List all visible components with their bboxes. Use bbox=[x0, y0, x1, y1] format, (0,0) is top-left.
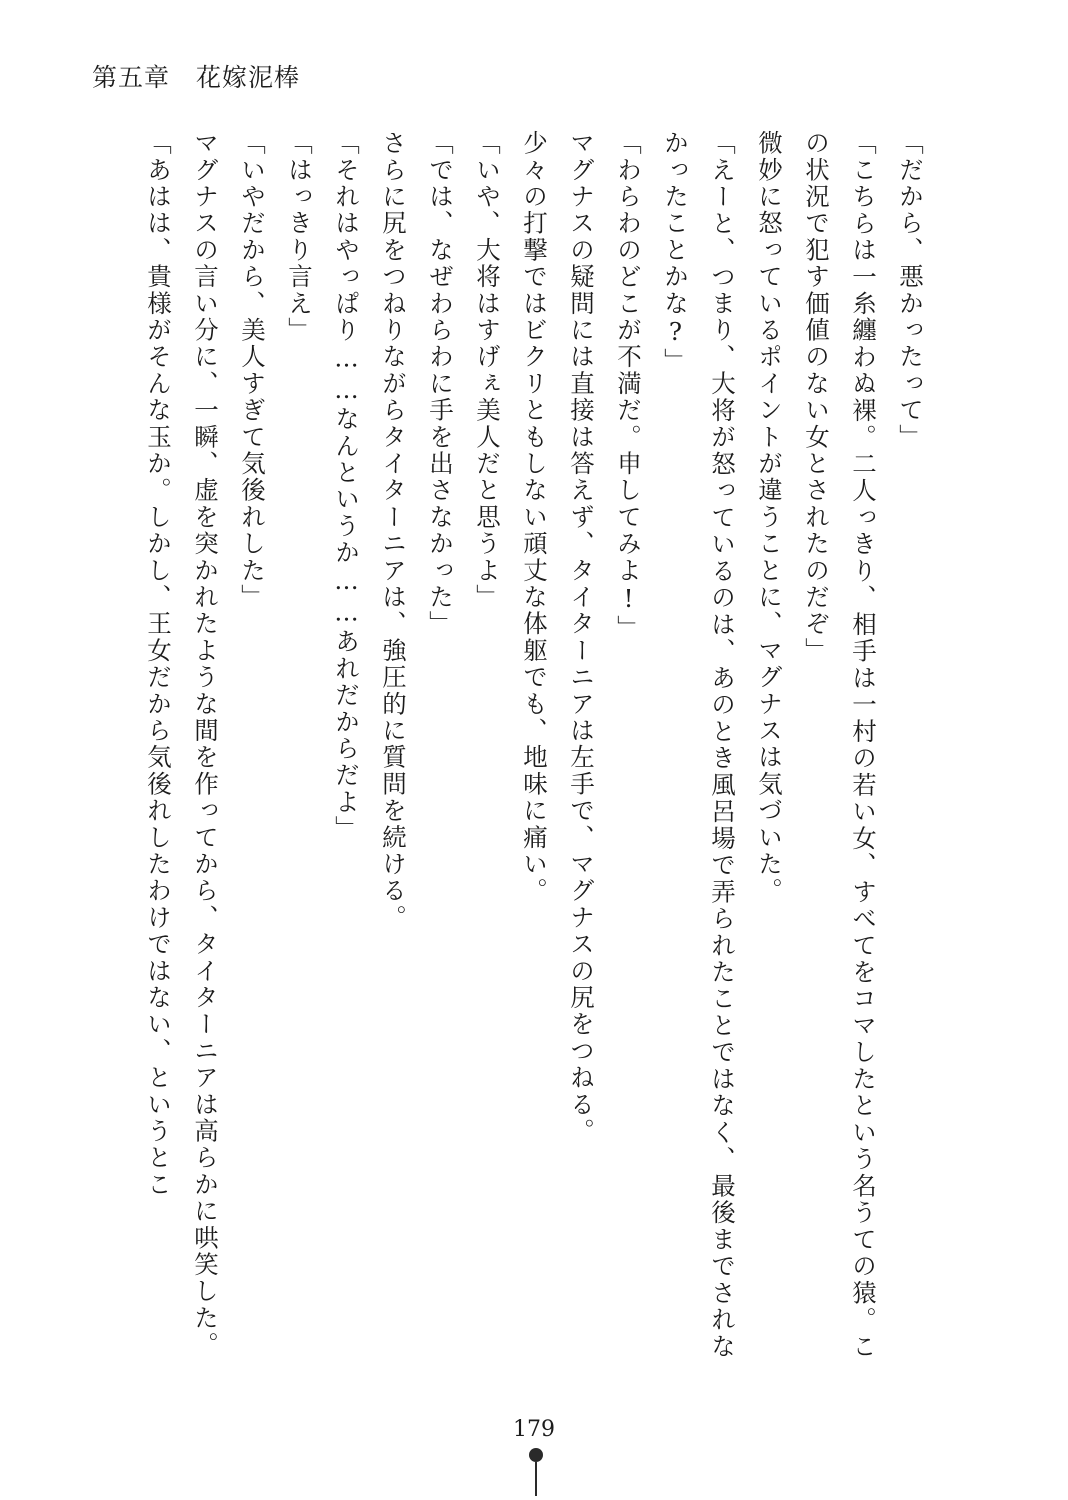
paragraph: 「えーと、つまり、大将が怒っているのは、あのとき風呂場で弄られたことではなく、最後までされなかったことかな?」 bbox=[661, 130, 737, 1360]
paragraph: 「あはは、貴様がそんな玉か。しかし、王女だから気後れしたわけではない、というとこ bbox=[144, 130, 173, 1198]
paragraph: 「わらわのどこが不満だ。申してみよ!」 bbox=[614, 130, 643, 642]
body-text bbox=[74, 130, 934, 1360]
paragraph: 微妙に怒っているポイントが違うことに、マグナスは気づいた。 bbox=[755, 130, 784, 905]
paragraph: マグナスの言い分に、一瞬、虚を突かれたような間を作ってから、タイターニアは高らかに哄笑した。 bbox=[191, 130, 220, 1359]
page-number: 179 bbox=[513, 1417, 555, 1442]
paragraph: 「では、なぜわらわに手を出さなかった」 bbox=[426, 130, 455, 638]
footer-pin-stem bbox=[535, 1462, 537, 1496]
footer-pin-dot bbox=[529, 1448, 543, 1462]
chapter-header: 第五章 花嫁泥棒 bbox=[92, 63, 301, 92]
paragraph: マグナスの疑問には直接は答えず、タイターニアは左手で、マグナスの尻をつねる。 bbox=[567, 130, 596, 1145]
paragraph: さらに尻をつねりながらタイターニアは、強圧的に質問を続ける。 bbox=[379, 130, 408, 931]
paragraph: 「それはやっぱり……なんというか……あれだからだよ」 bbox=[332, 130, 361, 843]
paragraph: 「いやだから、美人すぎて気後れした」 bbox=[238, 130, 267, 611]
paragraph: 「いや、大将はすげぇ美人だと思うよ」 bbox=[473, 130, 502, 611]
footer-pin-icon bbox=[529, 1448, 539, 1494]
paragraph: 「だから、悪かったって」 bbox=[896, 130, 925, 451]
paragraph: 「こちらは一糸纏わぬ裸。二人っきり、相手は一村の若い女、すべてをコマしたという名うての猿。この状況で犯す価値のない女とされたのだぞ」 bbox=[802, 130, 878, 1360]
paragraph: 「はっきり言え」 bbox=[285, 130, 314, 344]
paragraph: 少々の打撃ではビクリともしない頑丈な体躯でも、地味に痛い。 bbox=[520, 130, 549, 905]
